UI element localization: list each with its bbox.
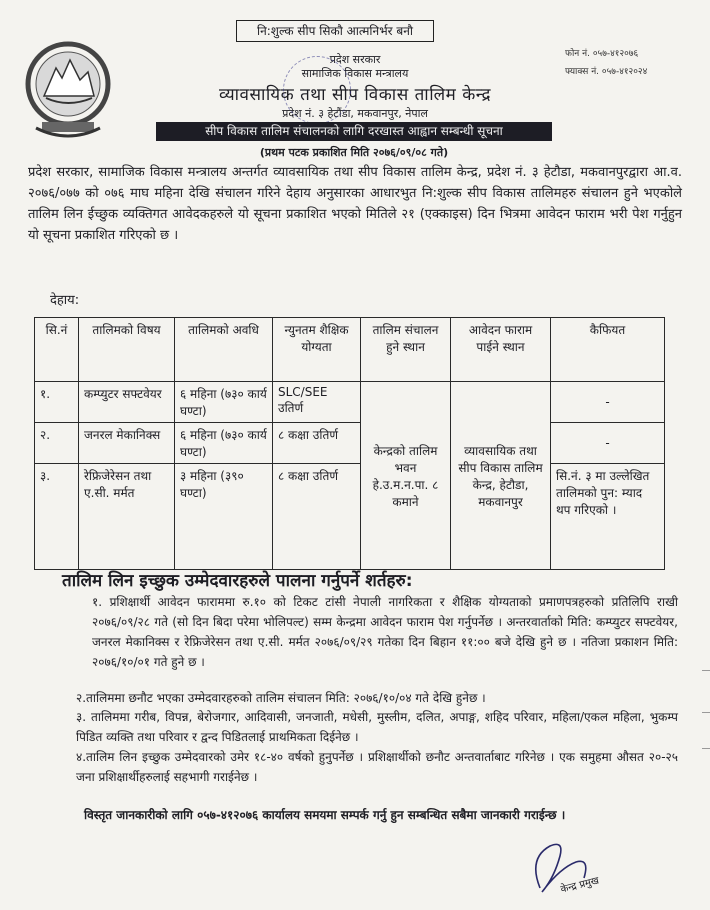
cell-qualification: SLC/SEE उतिर्ण <box>273 382 361 423</box>
intro-paragraph: प्रदेश सरकार, सामाजिक विकास मन्त्रालय अन्तर्गत व्यावसायिक तथा सीप विकास तालिम केन्द्र, प्रदेश नं. ३ हेटौडा, मकवानपुरद्वारा आ.व. २०७६/०७७ को ०७६ माघ महिना देखि संचालन गरिने देहाय अनुसारका आधारभुत नि:शुल्क सीप विकास तालिमहरु संचालन हुने भएकोले तालिम लिन ईच्छुक व्यक्तिगत आवेदकहरुले यो सूचना प्रकाशित भएको मितिले २१ (एक्काइस) दिन भित्रमा आवेदन फाराम भरी पेश गर्नुहुन यो सूचना प्रकाशित गरिएको छ । <box>28 165 682 243</box>
slogan: नि:शुल्क सीप सिकौ आत्मनिर्भर बनौ <box>236 20 434 42</box>
header-duration: तालिमको अवधि <box>175 318 273 382</box>
cell-sn: ३. <box>35 464 79 570</box>
cell-subject: कम्प्युटर सफ्टवेयर <box>79 382 175 423</box>
list-heading: देहाय: <box>50 293 80 308</box>
condition-item: २.तालिममा छनौट भएका उम्मेदवारहरुको तालिम संचालन मिति: २०७६/१०/०४ गते देखि हुनेछ । <box>76 691 486 705</box>
cell-duration: ३ महिना (३९० घण्टा) <box>175 464 273 570</box>
table-header-row <box>35 318 665 382</box>
cell-sn: १. <box>35 382 79 423</box>
phone-number: फोन नं. ०५७-४१२०७६ <box>565 49 639 59</box>
cell-duration: ६ महिना (७३० कार्य घण्टा) <box>175 382 273 423</box>
header-training-place: तालिम संचालन हुने स्थान <box>361 318 451 382</box>
footer-note: विस्तृत जानकारीको लागि ०५७-४१२०७६ कार्यालय समयमा सम्पर्क गर्नु हुन सम्बन्धित सबैमा जानकारी गराईन्छ । <box>84 808 566 822</box>
nepal-emblem-icon <box>22 34 114 140</box>
cell-qualification: ८ कक्षा उतिर्ण <box>273 464 361 570</box>
office-stamp <box>283 56 351 124</box>
center-address: प्रदेश नं. ३ हेटौंडा, मकवानपुर, नेपाल <box>282 107 428 120</box>
header-remarks: कैफियत <box>551 318 665 382</box>
condition-item: ४.तालिम लिन इच्छुक उम्मेदवारको उमेर १८-४० वर्षको हुनुपर्नेछ । प्रशिक्षार्थीको छनौट अन्तवार्ताबाट गरिनेछ । एक समुहमा औसत २०-२५ जना प्रशिक्षार्थीहरुलाई सहभागी गराईनेछ । <box>76 750 678 784</box>
header-form-place: आवेदन फाराम पाईने स्थान <box>451 318 551 382</box>
government-name: प्रदेश सरकार <box>329 53 381 66</box>
cell-remarks: - <box>551 423 665 464</box>
table-row <box>35 464 665 570</box>
page-edge-mark <box>702 748 710 749</box>
center-name: व्यावसायिक तथा सीप विकास तालिम केन्द्र <box>218 85 492 105</box>
page-edge-mark <box>702 712 710 713</box>
header-sn: सि.नं <box>35 318 79 382</box>
table-row <box>35 423 665 464</box>
signature-title: केन्द्र प्रमुख <box>559 875 601 896</box>
header-subject: तालिमको विषय <box>79 318 175 382</box>
cell-form-place: व्यावसायिक तथा सीप विकास तालिम केन्द्र, हेटौडा, मकवानपुर <box>451 382 551 570</box>
ministry-name: सामाजिक विकास मन्त्रालय <box>301 67 409 80</box>
page-edge-mark <box>702 670 710 671</box>
training-table <box>34 317 665 570</box>
notice-title: सीप विकास तालिम संचालनको लागि दरखास्त आह्वान सम्बन्धी सूचना <box>156 122 552 141</box>
cell-duration: ६ महिना (७३० कार्य घण्टा) <box>175 423 273 464</box>
cell-qualification: ८ कक्षा उतिर्ण <box>273 423 361 464</box>
publish-date: (प्रथम पटक प्रकाशित मिति २०७६/०९/०८ गते) <box>259 146 449 159</box>
fax-number: फ्याक्स नं. ०५७-४१२०२४ <box>565 67 648 77</box>
cell-training-place: केन्द्रको तालिम भवन हे.उ.म.न.पा. ८ कमाने <box>361 382 451 570</box>
table-row <box>35 382 665 423</box>
cell-remarks: - <box>551 382 665 423</box>
header-qualification: न्युनतम शैक्षिक योग्यता <box>273 318 361 382</box>
cell-subject: रेफ्रिजेरेसन तथा ए.सी. मर्मत <box>79 464 175 570</box>
cell-sn: २. <box>35 423 79 464</box>
cell-remarks: सि.नं. ३ मा उल्लेखित तालिमको पुन: म्याद थप गरिएको । <box>551 464 665 570</box>
condition-item: १. प्रशिक्षार्थी आवेदन फाराममा रु.१० को टिकट टांसी नेपाली नागरिकता र शैक्षिक योग्यताको प्रमाणपत्रहरुको प्रतिलिपि राखी २०७६/०९/२८ गते (सो दिन बिदा परेमा भोलिपल्ट) सम्म केन्द्रमा आवेदन फाराम पेश गर्नुपर्नेछ । अन्तरवार्ताको मिति: कम्प्युटर सफ्टवेयर, जनरल मेकानिक्स र रेफ्रिजेरेसन तथा ए.सी. मर्मत २०७६/०९/२९ गतेका दिन बिहान ११:०० बजे देखि हुने छ । नतिजा प्रकाशन मिति: २०७६/१०/०१ गते हुने छ । <box>92 595 678 669</box>
condition-item: ३. तालिममा गरीब, विपन्न, बेरोजगार, आदिवासी, जनजाती, मधेसी, मुस्लीम, दलित, अपाङ्ग, शहिद परिवार, महिला/एकल महिला, भुकम्प पिडित व्यक्ति तथा परिवार र द्वन्द पिडितलाई प्राथमिकता दिईनेछ । <box>76 710 678 744</box>
cell-subject: जनरल मेकानिक्स <box>79 423 175 464</box>
conditions-title: तालिम लिन इच्छुक उम्मेदवारहरुले पालना गर्नुपर्ने शर्तहरु: <box>62 571 413 591</box>
